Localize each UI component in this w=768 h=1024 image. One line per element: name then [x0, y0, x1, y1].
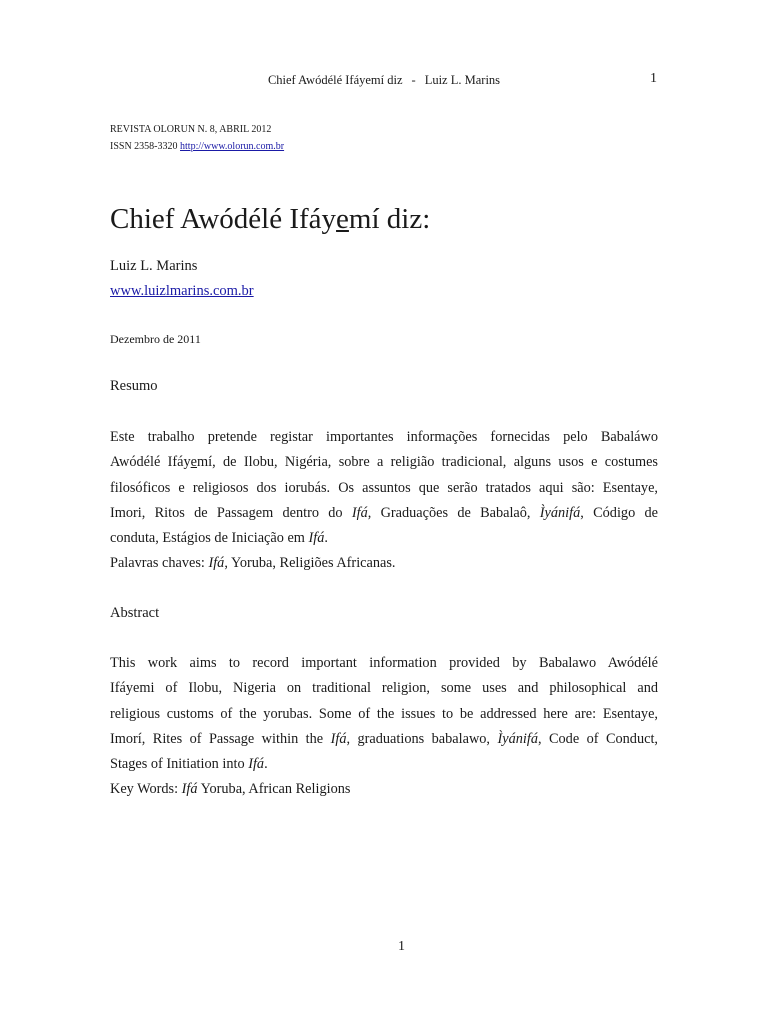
- resumo-line: Este trabalho pretende registar importantes informações fornecidas pelo Babaláwo: [110, 429, 658, 445]
- resumo-line: filosóficos e religiosos dos iorubás. Os assuntos que serão tratados aqui são: Esentaye,: [110, 479, 658, 496]
- text-run: .: [264, 756, 268, 773]
- resumo-paragraph: [110, 425, 658, 577]
- journal-line: REVISTA OLORUN N. 8, ABRIL 2012: [110, 124, 272, 135]
- abstract-line: religious customs of the yorubas. Some of the issues to be addressed here are: Esentaye,: [110, 705, 658, 722]
- resumo-keywords: [110, 551, 658, 576]
- header-page-number: 1: [650, 71, 657, 86]
- abstract-line: [110, 752, 658, 777]
- text-run: , graduations babalawo,: [346, 730, 498, 747]
- journal-link[interactable]: http://www.olorun.com.br: [180, 141, 285, 152]
- text-run: Awódélé Ifáy: [110, 454, 191, 471]
- text-run: conduta, Estágios de Iniciação em: [110, 530, 309, 547]
- resumo-heading: Resumo: [110, 378, 158, 394]
- text-run: , Graduações de Babalaô,: [367, 504, 540, 521]
- text-run: mí, de Ilobu, Nigéria, sobre a religião tradicional, alguns usos e costumes: [197, 454, 659, 471]
- text-run: , Código de: [580, 504, 658, 521]
- text-run: Palavras chaves:: [110, 555, 209, 572]
- title-part: mí diz:: [348, 203, 431, 235]
- header-separator: -: [411, 73, 416, 87]
- issn: ISSN 2358-3320: [110, 141, 178, 152]
- abstract-keywords: [110, 777, 658, 802]
- abstract-line: [110, 727, 658, 752]
- text-run: Imori, Ritos de Passagem dentro do: [110, 504, 352, 521]
- abstract-line: This work aims to record important information provided by Babalawo Awódélé: [110, 655, 658, 671]
- title-part: Chief Awódélé Ifáy: [110, 203, 337, 235]
- text-run: , Code of Conduct,: [537, 730, 658, 747]
- text-run-italic: Ifá: [308, 530, 325, 547]
- text-run-italic: Ìyánifá: [539, 504, 581, 521]
- text-run-italic: Ifá: [330, 730, 347, 747]
- resumo-line: [110, 501, 658, 526]
- footer-page-number: 1: [398, 939, 405, 954]
- text-run-italic: Ifá: [248, 756, 265, 773]
- text-run: Imorí, Rites of Passage within the: [110, 730, 331, 747]
- text-run: , Yoruba, Religiões Africanas.: [224, 555, 396, 572]
- author-website-link[interactable]: www.luizlmarins.com.br: [110, 283, 254, 299]
- text-run: Key Words:: [110, 781, 182, 798]
- resumo-line: [110, 526, 658, 551]
- text-run-italic: Ìyánifá: [497, 730, 538, 747]
- text-run: .: [324, 530, 328, 547]
- text-run: Yoruba, African Religions: [197, 781, 351, 798]
- text-run-italic: Ifá: [208, 555, 225, 572]
- running-title: Chief Awódélé Ifáyemí diz: [267, 73, 403, 87]
- running-author: Luiz L. Marins: [424, 73, 501, 87]
- abstract-line: Ifáyemi of Ilobu, Nigeria on traditional religion, some uses and philosophical and: [110, 680, 658, 697]
- abstract-paragraph: [110, 651, 658, 803]
- text-run-italic: Ifá: [181, 781, 198, 798]
- text-run-underlined: e: [190, 454, 198, 471]
- abstract-heading: Abstract: [110, 605, 160, 621]
- issn-line: [110, 141, 284, 152]
- article-date: Dezembro de 2011: [110, 332, 201, 346]
- article-title: [110, 203, 430, 236]
- text-run-italic: Ifá: [351, 504, 368, 521]
- author-name: Luiz L. Marins: [110, 258, 198, 274]
- text-run: Stages of Initiation into: [110, 756, 249, 773]
- resumo-line: [110, 450, 658, 475]
- title-part-underlined: e: [336, 203, 349, 235]
